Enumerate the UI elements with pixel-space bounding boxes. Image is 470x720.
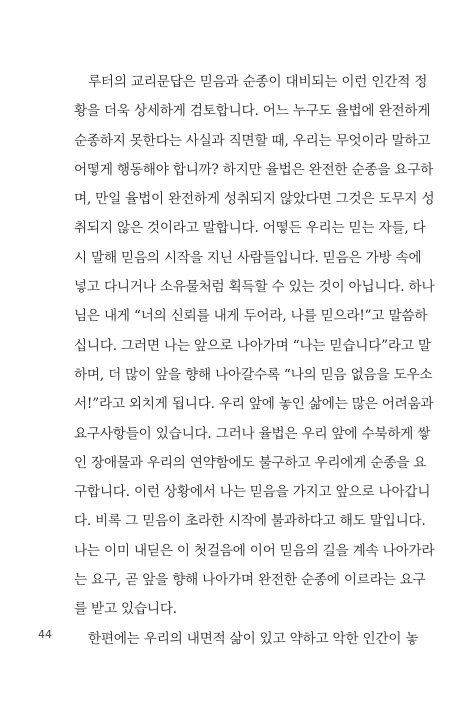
text-line: 순종하지 못한다는 사실과 직면할 때, 우리는 무엇이라 말하고 xyxy=(74,132,431,149)
text-line: 어떻게 행동해야 합니까? 하지만 율법은 완전한 순종을 요구하 xyxy=(74,161,434,178)
text-line: 취되지 않은 것이라고 말합니다. 어떻든 우리는 믿는 자들, 다 xyxy=(74,220,426,237)
text-line: 서!”라고 외치게 됩니다. 우리 앞에 놓인 삶에는 많은 어려움과 xyxy=(74,396,434,413)
text-line: 황을 더욱 상세하게 검토합니다. 어느 누구도 율법에 완전하게 xyxy=(74,103,431,120)
text-line: 십니다. 그러면 나는 앞으로 나아가며 “나는 믿습니다”라고 말 xyxy=(74,337,431,354)
text-line: 는 요구, 곧 앞을 향해 나아가며 완전한 순종에 이르라는 요구 xyxy=(74,572,426,589)
text-line: 하며, 더 많이 앞을 향해 나아갈수록 “나의 믿음 없음을 도우소 xyxy=(74,366,433,383)
body-text xyxy=(74,68,435,654)
text-line: 구합니다. 이런 상황에서 나는 믿음을 가지고 앞으로 나아갑니 xyxy=(74,484,431,501)
text-line: 다. 비록 그 믿음이 초라한 시작에 불과하다고 해도 말입니다. xyxy=(74,513,426,530)
page-number: 44 xyxy=(38,628,52,641)
text-line: 나는 이미 내딛은 이 첫걸음에 이어 믿음의 길을 계속 나아가라 xyxy=(74,542,435,559)
text-line: 를 받고 있습니다. xyxy=(74,601,177,618)
text-line: 님은 내게 “너의 신뢰를 내게 두어라, 나를 믿으라!”고 말씀하 xyxy=(74,308,428,325)
text-line: 루터의 교리문답은 믿음과 순종이 대비되는 이런 인간적 정 xyxy=(88,74,428,90)
text-line: 시 말해 믿음의 시작을 지닌 사람들입니다. 믿음은 가방 속에 xyxy=(74,249,422,266)
text-line: 넣고 다니거나 소유물처럼 획득할 수 있는 것이 아닙니다. 하나 xyxy=(74,279,435,296)
text-line: 인 장애물과 우리의 연약함에도 불구하고 우리에게 순종을 요 xyxy=(74,454,427,471)
text-line: 며, 만일 율법이 완전하게 성취되지 않았다면 그것은 도무지 성 xyxy=(74,191,435,208)
text-line: 요구사항들이 있습니다. 그러나 율법은 우리 앞에 수북하게 쌓 xyxy=(74,425,431,442)
text-line: 한편에는 우리의 내면적 삶이 있고 약하고 악한 인간이 놓 xyxy=(88,630,419,647)
